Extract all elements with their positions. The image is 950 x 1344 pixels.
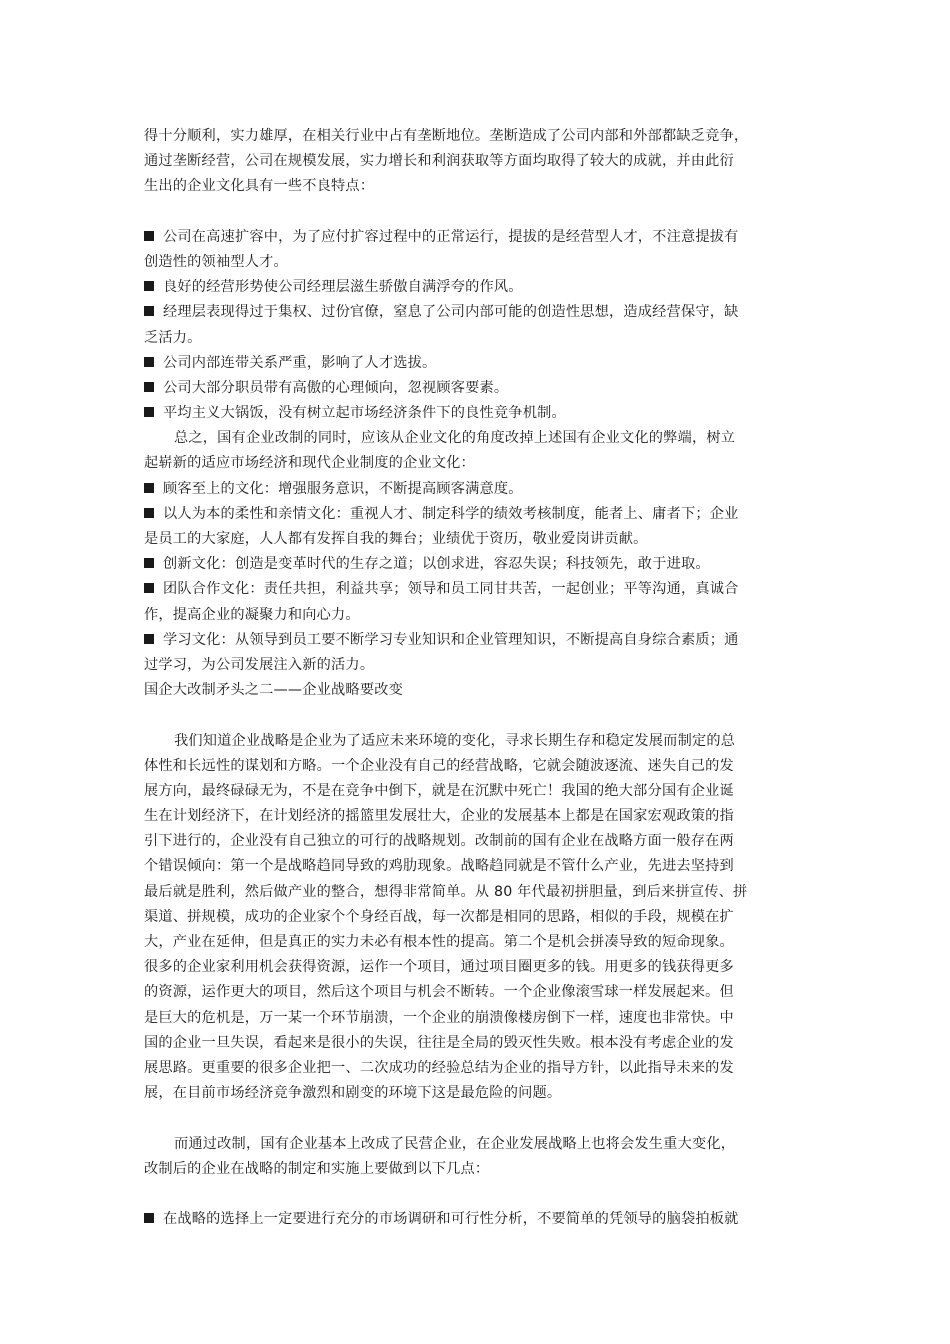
square-bullet-icon	[144, 583, 154, 593]
square-bullet-icon	[144, 231, 154, 241]
square-bullet-icon	[144, 281, 154, 291]
list-item-continuation: 是员工的大家庭，人人都有发挥自我的舞台；业绩优于资历，敬业爱岗讲贡献。	[144, 531, 648, 547]
list-item-continuation: 过学习，为公司发展注入新的活力。	[144, 656, 375, 673]
text-line: 体性和长远性的谋划和方略。一个企业没有自己的经营战略，它就会随波逐流、迷失自己的发	[144, 757, 734, 774]
paragraph-gap	[144, 200, 808, 225]
text-line: 展思路。更重要的很多企业把一、二次成功的经验总结为企业的指导方针，以此指导未来的发	[144, 1059, 734, 1076]
paragraph-gap	[144, 703, 808, 728]
square-bullet-icon	[144, 407, 154, 417]
square-bullet-icon	[144, 508, 154, 518]
text-line: 总之，国有企业改制的同时，应该从企业文化的角度改掉上述国有企业文化的弊端，树立	[174, 430, 736, 447]
text-line: 最后就是胜利，然后做产业的整合，想得非常简单。从 80 年代最初拼胆量，到后来拼宣传、拼	[144, 883, 748, 900]
text-line: 展方向，最终碌碌无为，不是在竞争中倒下，就是在沉默中死亡！我国的绝大部分国有企业诞	[144, 782, 734, 799]
square-bullet-icon	[144, 634, 154, 644]
text-line: 国的企业一旦失误，看起来是很小的失误，往往是全局的毁灭性失败。根本没有考虑企业的发	[144, 1034, 734, 1051]
list-item: 团队合作文化：责任共担，利益共享；领导和员工同甘共苦，一起创业；平等沟通，真诚合	[144, 577, 808, 602]
strategy-paragraph	[144, 729, 808, 1107]
paragraph-gap	[144, 1182, 808, 1207]
text-line: 的资源，运作更大的项目，然后这个项目与机会不断转。一个企业像滚雪球一样发展起来。但	[144, 984, 734, 1001]
list-item-continuation: 乏活力。	[144, 329, 202, 346]
list-item: 良好的经营形势使公司经理层滋生骄傲自满浮夸的作风。	[144, 275, 808, 300]
list-item: 以人为本的柔性和亲情文化：重视人才、制定科学的绩效考核制度，能者上、庸者下；企业	[144, 502, 808, 527]
list-item: 平均主义大锅饭，没有树立起市场经济条件下的良性竞争机制。	[144, 401, 808, 426]
square-bullet-icon	[144, 382, 154, 392]
square-bullet-icon	[144, 306, 154, 316]
list-item: 公司内部连带关系严重，影响了人才选拔。	[144, 351, 808, 376]
list-item: 在战略的选择上一定要进行充分的市场调研和可行性分析，不要简单的凭领导的脑袋拍板就	[144, 1207, 808, 1232]
text-line: 通过垄断经营，公司在规模发展，实力增长和利润获取等方面均取得了较大的成就，并由此衍	[144, 153, 734, 170]
text-line: 渠道、拼规模，成功的企业家个个身经百战，每一次都是相同的思路，相似的手段，规模在扩	[144, 908, 734, 925]
text-line: 是巨大的危机是，万一某一个环节崩溃，一个企业的崩溃像楼房倒下一样，速度也非常快。中	[144, 1009, 734, 1026]
text-line: 我们知道企业战略是企业为了适应未来环境的变化，寻求长期生存和稳定发展而制定的总	[174, 732, 736, 749]
reform-paragraph	[144, 1132, 808, 1182]
text-line: 大，产业在延伸，但是真正的实力未必有根本性的提高。第二个是机会拼凑导致的短命现象。	[144, 934, 734, 950]
summary-paragraph	[144, 426, 808, 476]
intro-paragraph	[144, 124, 808, 200]
text-line: 展，在目前市场经济竞争激烈和剧变的环境下这是最危险的问题。	[144, 1085, 562, 1102]
new-culture-list	[144, 477, 808, 679]
text-line: 很多的企业家利用机会获得资源，运作一个项目，通过项目圈更多的钱。用更多的钱获得更多	[144, 959, 734, 976]
text-line: 生出的企业文化具有一些不良特点：	[144, 178, 375, 195]
list-item: 顾客至上的文化：增强服务意识，不断提高顾客满意度。	[144, 477, 808, 502]
square-bullet-icon	[144, 483, 154, 493]
list-item: 学习文化：从领导到员工要不断学习专业知识和企业管理知识，不断提高自身综合素质；通	[144, 628, 808, 653]
square-bullet-icon	[144, 558, 154, 568]
list-item: 创新文化：创造是变革时代的生存之道；以创求进，容忍失误；科技领先，敢于进取。	[144, 552, 808, 577]
text-line: 得十分顺利，实力雄厚，在相关行业中占有垄断地位。垄断造成了公司内部和外部都缺乏竞争，	[144, 128, 749, 144]
text-line: 生在计划经济下，在计划经济的摇篮里发展壮大，企业的发展基本上都是在国家宏观政策的指	[144, 808, 734, 825]
text-line: 而通过改制，国有企业基本上改成了民营企业，在企业发展战略上也将会发生重大变化，	[174, 1135, 736, 1152]
list-item-continuation: 作，提高企业的凝聚力和向心力。	[144, 606, 360, 623]
paragraph-gap	[144, 1106, 808, 1131]
text-line: 起崭新的适应市场经济和现代企业制度的企业文化：	[144, 455, 475, 472]
list-item-continuation: 创造性的领袖型人才。	[144, 253, 288, 270]
list-item: 公司大部分职员带有高傲的心理倾向，忽视顾客要素。	[144, 376, 808, 401]
text-line: 改制后的企业在战略的制定和实施上要做到以下几点：	[144, 1160, 490, 1177]
bad-traits-list	[144, 225, 808, 427]
text-line: 个错误倾向：第一个是战略趋同导致的鸡肋现象。战略趋同就是不管什么产业，先进去坚持到	[144, 858, 734, 875]
document-page	[144, 124, 808, 1232]
list-item: 公司在高速扩容中，为了应付扩容过程中的正常运行，提拔的是经营型人才，不注意提拔有	[144, 225, 808, 250]
section-title: 国企大改制矛头之二——企业战略要改变	[144, 682, 403, 699]
strategy-points-list	[144, 1207, 808, 1232]
text-line: 引下进行的，企业没有自己独立的可行的战略规划。改制前的国有企业在战略方面一般存在两	[144, 833, 734, 850]
square-bullet-icon	[144, 357, 154, 367]
square-bullet-icon	[144, 1213, 154, 1223]
list-item: 经理层表现得过于集权、过份官僚，窒息了公司内部可能的创造性思想，造成经营保守，缺	[144, 300, 808, 325]
